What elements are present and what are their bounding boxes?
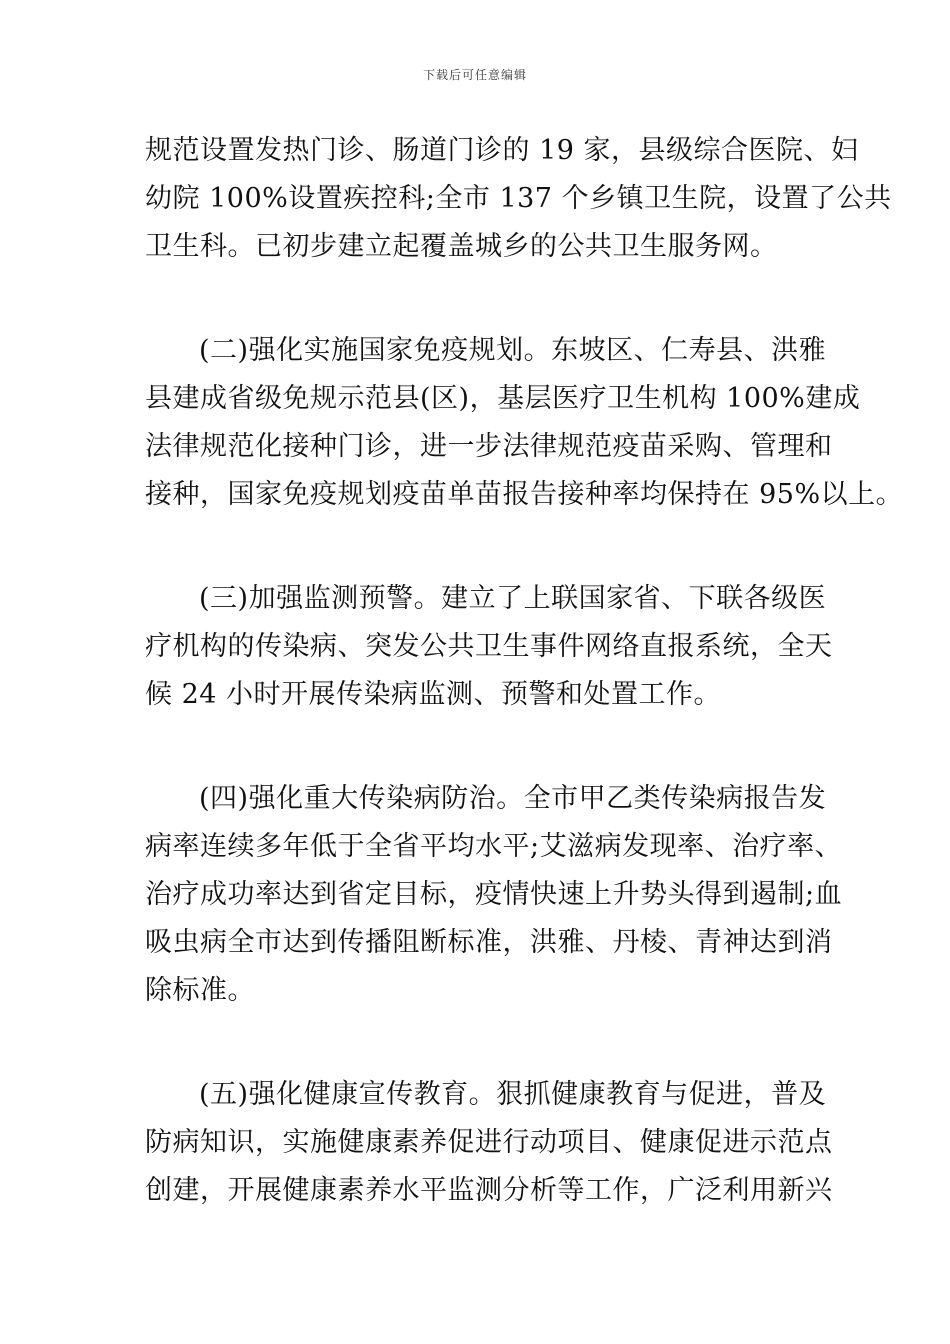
paragraph-2-line-2: 县建成省级免规示范县(区)，基层医疗卫生机构 100%建成 — [145, 383, 861, 414]
paragraph-4-line-1: (四)强化重大传染病防治。全市甲乙类传染病报告发 — [199, 783, 827, 814]
paragraph-2-line-1: (二)强化实施国家免疫规划。东坡区、仁寿县、洪雅 — [199, 335, 827, 366]
paragraph-3-line-3: 候 24 小时开展传染病监测、预警和处置工作。 — [145, 679, 722, 710]
paragraph-4-line-4: 吸虫病全市达到传播阻断标准，洪雅、丹棱、青神达到消 — [145, 927, 833, 958]
paragraph-3-line-2: 疗机构的传染病、突发公共卫生事件网络直报系统，全天 — [145, 631, 833, 662]
paragraph-4-line-5: 除标准。 — [145, 975, 255, 1006]
paragraph-1-line-1: 规范设置发热门诊、肠道门诊的 19 家，县级综合医院、妇 — [145, 135, 859, 166]
paragraph-5-line-3: 创建，开展健康素养水平监测分析等工作，广泛利用新兴 — [145, 1175, 833, 1206]
paragraph-5-line-1: (五)强化健康宣传教育。狠抓健康教育与促进，普及 — [199, 1079, 827, 1110]
page-header: 下载后可任意编辑 — [422, 68, 527, 82]
paragraph-5-line-2: 防病知识，实施健康素养促进行动项目、健康促进示范点 — [145, 1127, 833, 1158]
paragraph-1-line-3: 卫生科。已初步建立起覆盖城乡的公共卫生服务网。 — [145, 231, 778, 262]
paragraph-4-line-3: 治疗成功率达到省定目标，疫情快速上升势头得到遏制;血 — [145, 879, 843, 910]
paragraph-1-line-2: 幼院 100%设置疾控科;全市 137 个乡镇卫生院，设置了公共 — [145, 183, 892, 214]
paragraph-4-line-2: 病率连续多年低于全省平均水平;艾滋病发现率、治疗率、 — [145, 831, 843, 862]
paragraph-3-line-1: (三)加强监测预警。建立了上联国家省、下联各级医 — [199, 583, 827, 614]
paragraph-2-line-4: 接种，国家免疫规划疫苗单苗报告接种率均保持在 95%以上。 — [145, 479, 904, 510]
paragraph-2-line-3: 法律规范化接种门诊，进一步法律规范疫苗采购、管理和 — [145, 431, 833, 462]
